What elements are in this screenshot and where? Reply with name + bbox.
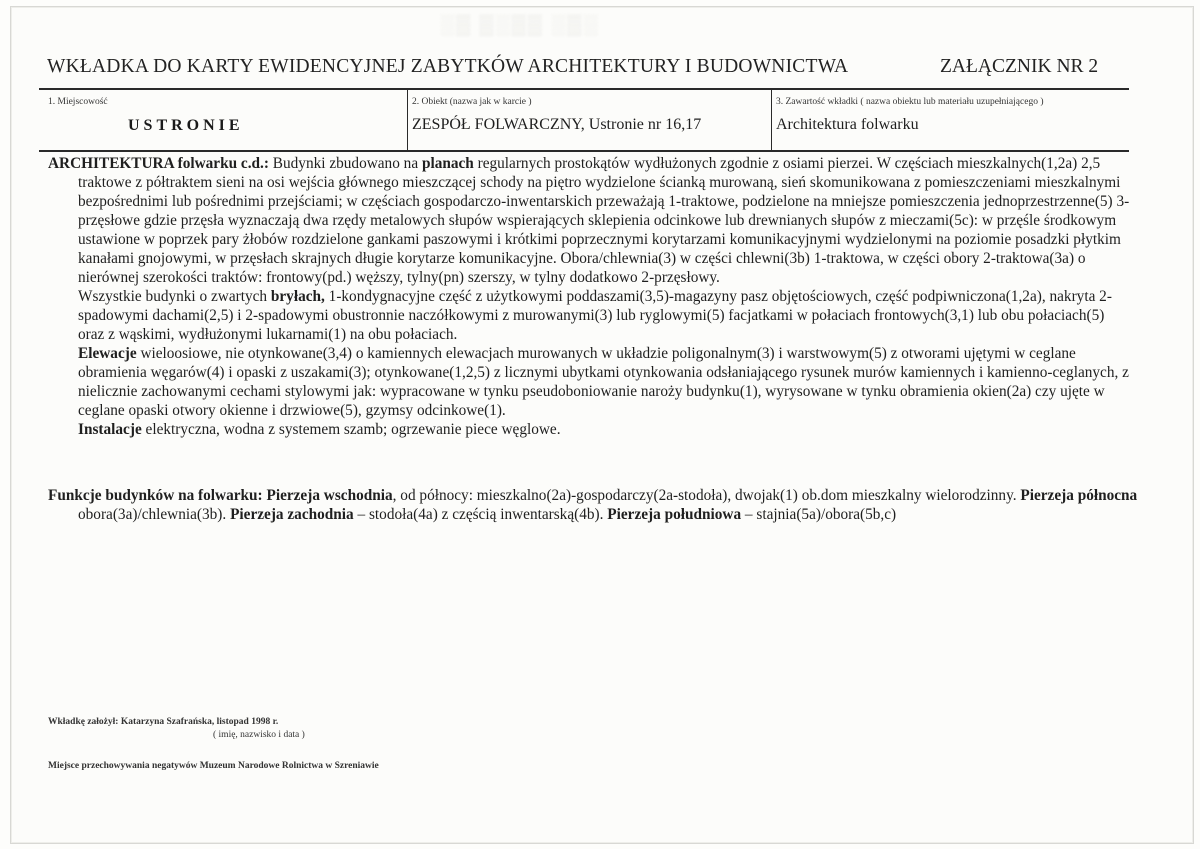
text-span: wieloosiowe, nie otynkowane(3,4) o kamiennych elewacjach murowanych w układzie poligonalnym(3) i warstwowym(5) z otworami ujętymi w ceglane obramienia węgarów(4) i opaski z uszakami(3); otynkowane(1,2,5) z licznymi ubytkami otynkowania odsłaniającego rysunek murów kamiennych i kamienno-ceglanych, z nielicznie zachowanymi cechami stylowymi jak: wypracowane w tynku pseudoboniowanie naroży budynku(1), wyrysowane w tynku obramienia okien(2a) czy ujęte w ceglane opaski otwory okienne i drzwiowe(5), gzymsy odcinkowe(1). bbox=[78, 345, 1129, 419]
reverse-side-bleed-through: ░▒ ▒░▒▒ ░▒░ bbox=[440, 14, 600, 36]
architecture-paragraph-4 bbox=[48, 420, 1133, 439]
west-frontage-label: Pierzeja zachodnia bbox=[230, 506, 354, 523]
text-span: regularnych prostokątów wydłużonych zgodnie z osiami pierzei. W częściach mieszkalnych(1,2a) 2,5 traktowe z półtraktem sieni na osi wejścia głównego mieszczącej schody na piętro wydzielone ścianką murowaną, sień skomunikowana z pomieszczeniami mieszkalnymi bezpośrednimi lub pośrednimi przejściami; w częściach gospodarczo-inwentarskich przeważają 1-traktowe, podzielone na mniejsze pomieszczenia jednoprzestrzenne(5) 3-przęsłowe gdzie przęsła wyznaczają dwa rzędy metalowych słupów wspierających sklepienia odcinkowe lub drewnianych słupów z mieczami(5c): w przęśle środkowym ustawione w poprzek pary żłobów rozdzielone gankami paszowymi i krótkimi poprzecznymi korytarzami komunikacyjnymi wydzielonymi na poziomie posadzki płytkim kanałami gnojowymi, w przęsłach skrajnych długie korytarze komunikacyjne. Obora/chlewnia(3) w części chlewni(3b) 1-traktowa, w części obory 2-traktowa(3a) o nierównej szerokości traktów: frontowy(pd.) węższy, tylny(pn) szerszy, w tylny dodatkowo 2-przęsłowy. bbox=[78, 155, 1130, 286]
functions-section bbox=[48, 486, 1178, 524]
text-span: Budynki zbudowano na bbox=[268, 155, 422, 172]
object-label: 2. Obiekt (nazwa jak w karcie ) bbox=[412, 97, 532, 107]
content-label: 3. Zawartość wkładki ( nazwa obiektu lub materiału uzupełniającego ) bbox=[776, 97, 1044, 107]
text-span: elektryczna, wodna z systemem szamb; ogrzewanie piece węglowe. bbox=[141, 421, 561, 438]
annex-number: ZAŁĄCZNIK NR 2 bbox=[940, 56, 1099, 77]
functions-heading: Funkcje budynków na folwarku: bbox=[48, 487, 267, 504]
keyword-massing: bryłach, bbox=[270, 288, 325, 305]
form-divider-2 bbox=[771, 89, 772, 150]
text-span: 1-kondygnacyjne część z użytkowymi poddaszami(3,5)-magazyny pasz objętościowych, część podpiwniczona(1,2a), nakryta 2-spadowymi dachami(2,5) i 2-spadowymi obustronnie naczółkowymi z murowanymi(3) lub ryglowymi(5) facjatkami w połaciach frontowych(3,1) lub obu połaciach(5) oraz z wąskimi, wydłużonymi lukarnami(1) na obu połaciach. bbox=[78, 288, 1112, 343]
north-frontage-text: obora(3a)/chlewnia(3b). bbox=[78, 506, 231, 523]
negatives-storage-line: Miejsce przechowywania negatywów Muzeum Narodowe Rolnictwa w Szreniawie bbox=[48, 761, 379, 771]
architecture-section bbox=[48, 154, 1133, 439]
author-hint: ( imię, nazwisko i data ) bbox=[213, 730, 305, 740]
keyword-plans: planach bbox=[421, 155, 474, 172]
keyword-elevations: Elewacje bbox=[78, 345, 137, 362]
architecture-heading: ARCHITEKTURA folwarku c.d.: bbox=[48, 155, 269, 172]
south-frontage-text: – stajnia(5a)/obora(5b,c) bbox=[741, 506, 897, 523]
form-bottom-rule bbox=[39, 150, 1129, 152]
place-label: 1. Miejscowość bbox=[48, 97, 108, 107]
author-line: Wkładkę założył: Katarzyna Szafrańska, listopad 1998 r. bbox=[48, 717, 279, 727]
form-top-rule bbox=[39, 88, 1129, 90]
architecture-paragraph-2 bbox=[48, 287, 1133, 344]
document-title: WKŁADKA DO KARTY EWIDENCYJNEJ ZABYTKÓW ARCHITEKTURY I BUDOWNICTWA bbox=[47, 56, 849, 77]
place-value: USTRONIE bbox=[128, 117, 244, 134]
east-frontage-text: , od północy: mieszkalno(2a)-gospodarczy(2a-stodoła), dwojak(1) ob.dom mieszkalny wielorodzinny. bbox=[392, 487, 1017, 504]
east-frontage-label: Pierzeja wschodnia bbox=[266, 487, 393, 504]
architecture-paragraph-1 bbox=[48, 154, 1133, 287]
north-frontage-label: Pierzeja północna bbox=[1020, 487, 1138, 504]
form-divider-1 bbox=[407, 89, 408, 150]
architecture-paragraph-3 bbox=[48, 344, 1133, 420]
text-span: Wszystkie budynki o zwartych bbox=[78, 288, 271, 305]
west-frontage-text: – stodoła(4a) z częścią inwentarską(4b). bbox=[353, 506, 608, 523]
object-value: ZESPÓŁ FOLWARCZNY, Ustronie nr 16,17 bbox=[412, 116, 702, 133]
keyword-installations: Instalacje bbox=[78, 421, 142, 438]
south-frontage-label: Pierzeja południowa bbox=[607, 506, 742, 523]
content-value: Architektura folwarku bbox=[776, 116, 919, 133]
